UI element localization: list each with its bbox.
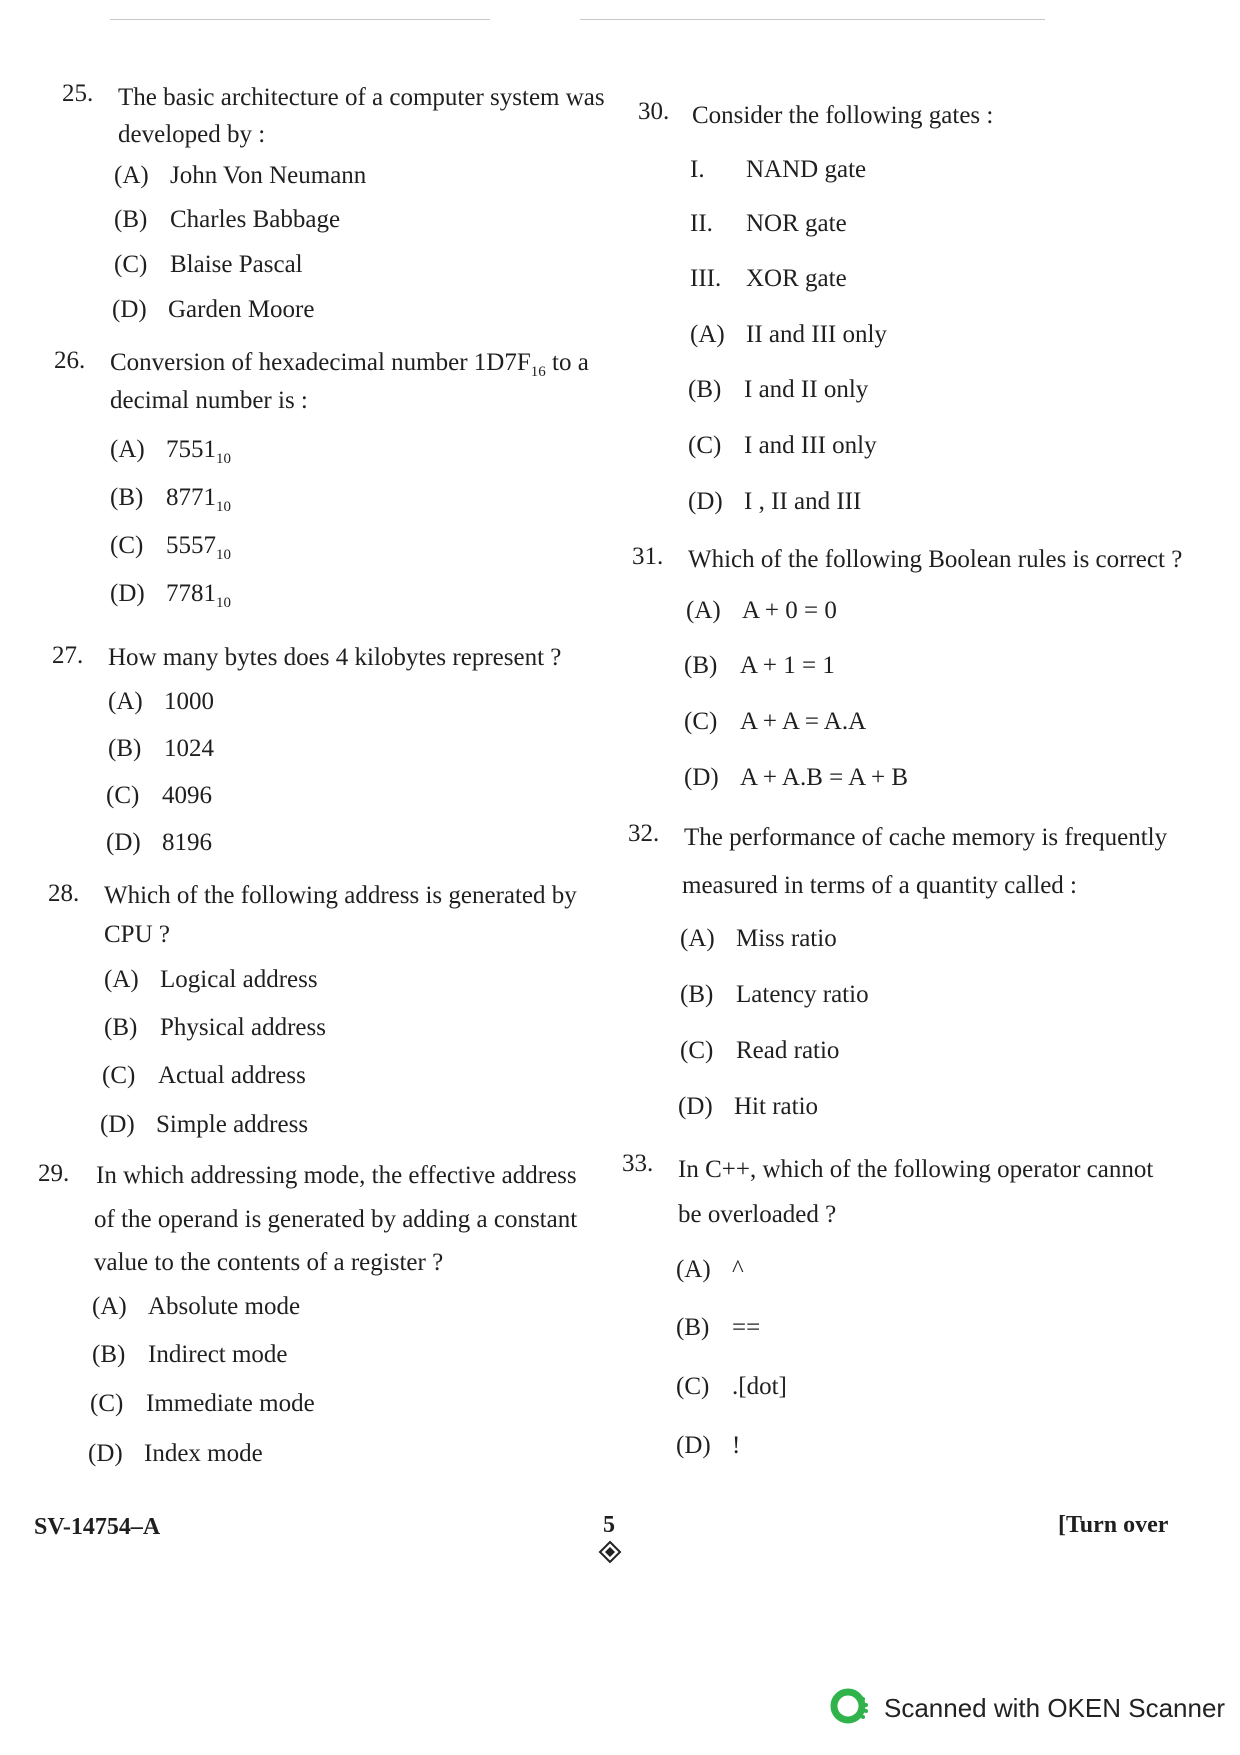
- q25-text-2: developed by :: [118, 121, 266, 148]
- q30-option-c: (C) I and III only: [688, 432, 877, 459]
- q28-number: 28.: [48, 880, 80, 907]
- turn-over-note: [Turn over: [1058, 1512, 1169, 1538]
- q29-option-b: (B) Indirect mode: [92, 1341, 288, 1368]
- q32-option-a: (A) Miss ratio: [680, 925, 837, 952]
- q30-number: 30.: [638, 98, 670, 125]
- q30-item-1: I. NAND gate: [690, 156, 867, 183]
- q28-option-a: (A) Logical address: [104, 966, 318, 993]
- q26-number: 26.: [54, 347, 86, 374]
- diamond-icon: [598, 1540, 622, 1570]
- q32-option-b: (B) Latency ratio: [680, 981, 869, 1008]
- q29-option-a: (A) Absolute mode: [92, 1293, 301, 1320]
- q31-option-b: (B) A + 1 = 1: [684, 652, 835, 679]
- q31-option-c: (C) A + A = A.A: [684, 708, 867, 735]
- q32-option-d: (D) Hit ratio: [678, 1093, 819, 1120]
- q27-option-b: (B) 1024: [108, 735, 214, 762]
- q27-text-1: How many bytes does 4 kilobytes represent ?: [108, 644, 562, 671]
- q26-text-1: Conversion of hexadecimal number $1D7F_{16}$ to a: [110, 349, 589, 380]
- q31-option-d: (D) A + A.B = A + B: [684, 764, 909, 791]
- q27-option-c: (C) 4096: [106, 782, 212, 809]
- q25-option-b: (B) Charles Babbage: [114, 206, 341, 233]
- q33-option-b: (B) ==: [676, 1314, 761, 1341]
- q33-text-1: In C++, which of the following operator cannot: [678, 1156, 1154, 1183]
- q28-text-2: CPU ?: [104, 921, 170, 948]
- header-rule-right: [580, 19, 1045, 20]
- q29-number: 29.: [38, 1160, 70, 1187]
- q25-option-c: (C) Blaise Pascal: [114, 251, 303, 278]
- q32-text-2: measured in terms of a quantity called :: [682, 872, 1078, 899]
- q30-option-b: (B) I and II only: [688, 376, 869, 403]
- page-number: 5: [603, 1512, 615, 1538]
- q29-text-1: In which addressing mode, the effective address: [96, 1162, 577, 1189]
- q33-option-c: (C) .[dot]: [676, 1373, 787, 1400]
- q27-option-a: (A) 1000: [108, 688, 214, 715]
- q32-number: 32.: [628, 820, 660, 847]
- q33-option-a: (A) ^: [676, 1256, 744, 1283]
- q32-option-c: (C) Read ratio: [680, 1037, 840, 1064]
- q29-option-c: (C) Immediate mode: [90, 1390, 315, 1417]
- q33-number: 33.: [622, 1150, 654, 1177]
- q33-option-d: (D) !: [676, 1432, 741, 1459]
- q26-option-a: (A) $7551_{10}$: [110, 436, 231, 467]
- q27-number: 27.: [52, 642, 84, 669]
- q30-item-3: III. XOR gate: [690, 265, 847, 292]
- q26-text-2: decimal number is :: [110, 387, 308, 414]
- q26-option-b: (B) $8771_{10}$: [110, 484, 231, 515]
- q29-text-2: of the operand is generated by adding a constant: [94, 1206, 578, 1233]
- q27-option-d: (D) 8196: [106, 829, 212, 856]
- q31-number: 31.: [632, 543, 664, 570]
- q29-text-3: value to the contents of a register ?: [94, 1249, 444, 1276]
- q31-option-a: (A) A + 0 = 0: [686, 597, 837, 624]
- q30-item-2: II. NOR gate: [690, 210, 847, 237]
- q25-option-a: (A) John Von Neumann: [114, 162, 367, 189]
- q25-option-d: (D) Garden Moore: [112, 296, 315, 323]
- q30-option-d: (D) I , II and III: [688, 488, 862, 515]
- q29-option-d: (D) Index mode: [88, 1440, 263, 1467]
- oken-logo-icon: [830, 1686, 870, 1731]
- q25-number: 25.: [62, 80, 94, 107]
- paper-code: SV-14754–A: [34, 1514, 161, 1540]
- q31-text-1: Which of the following Boolean rules is correct ?: [688, 546, 1183, 573]
- q33-text-2: be overloaded ?: [678, 1201, 837, 1228]
- q25-text-1: The basic architecture of a computer system was: [118, 84, 605, 111]
- q26-option-c: (C) $5557_{10}$: [110, 532, 231, 563]
- q30-option-a: (A) II and III only: [690, 321, 887, 348]
- q28-option-d: (D) Simple address: [100, 1111, 309, 1138]
- q30-text-1: Consider the following gates :: [692, 102, 994, 129]
- q26-option-d: (D) $7781_{10}$: [110, 580, 231, 611]
- scanner-text: Scanned with OKEN Scanner: [884, 1693, 1226, 1723]
- q28-text-1: Which of the following address is generated by: [104, 882, 577, 909]
- q28-option-c: (C) Actual address: [102, 1062, 306, 1089]
- scanner-watermark: [830, 1686, 1225, 1731]
- header-rule-left: [110, 19, 490, 20]
- q28-option-b: (B) Physical address: [104, 1014, 326, 1041]
- q32-text-1: The performance of cache memory is frequently: [684, 824, 1168, 851]
